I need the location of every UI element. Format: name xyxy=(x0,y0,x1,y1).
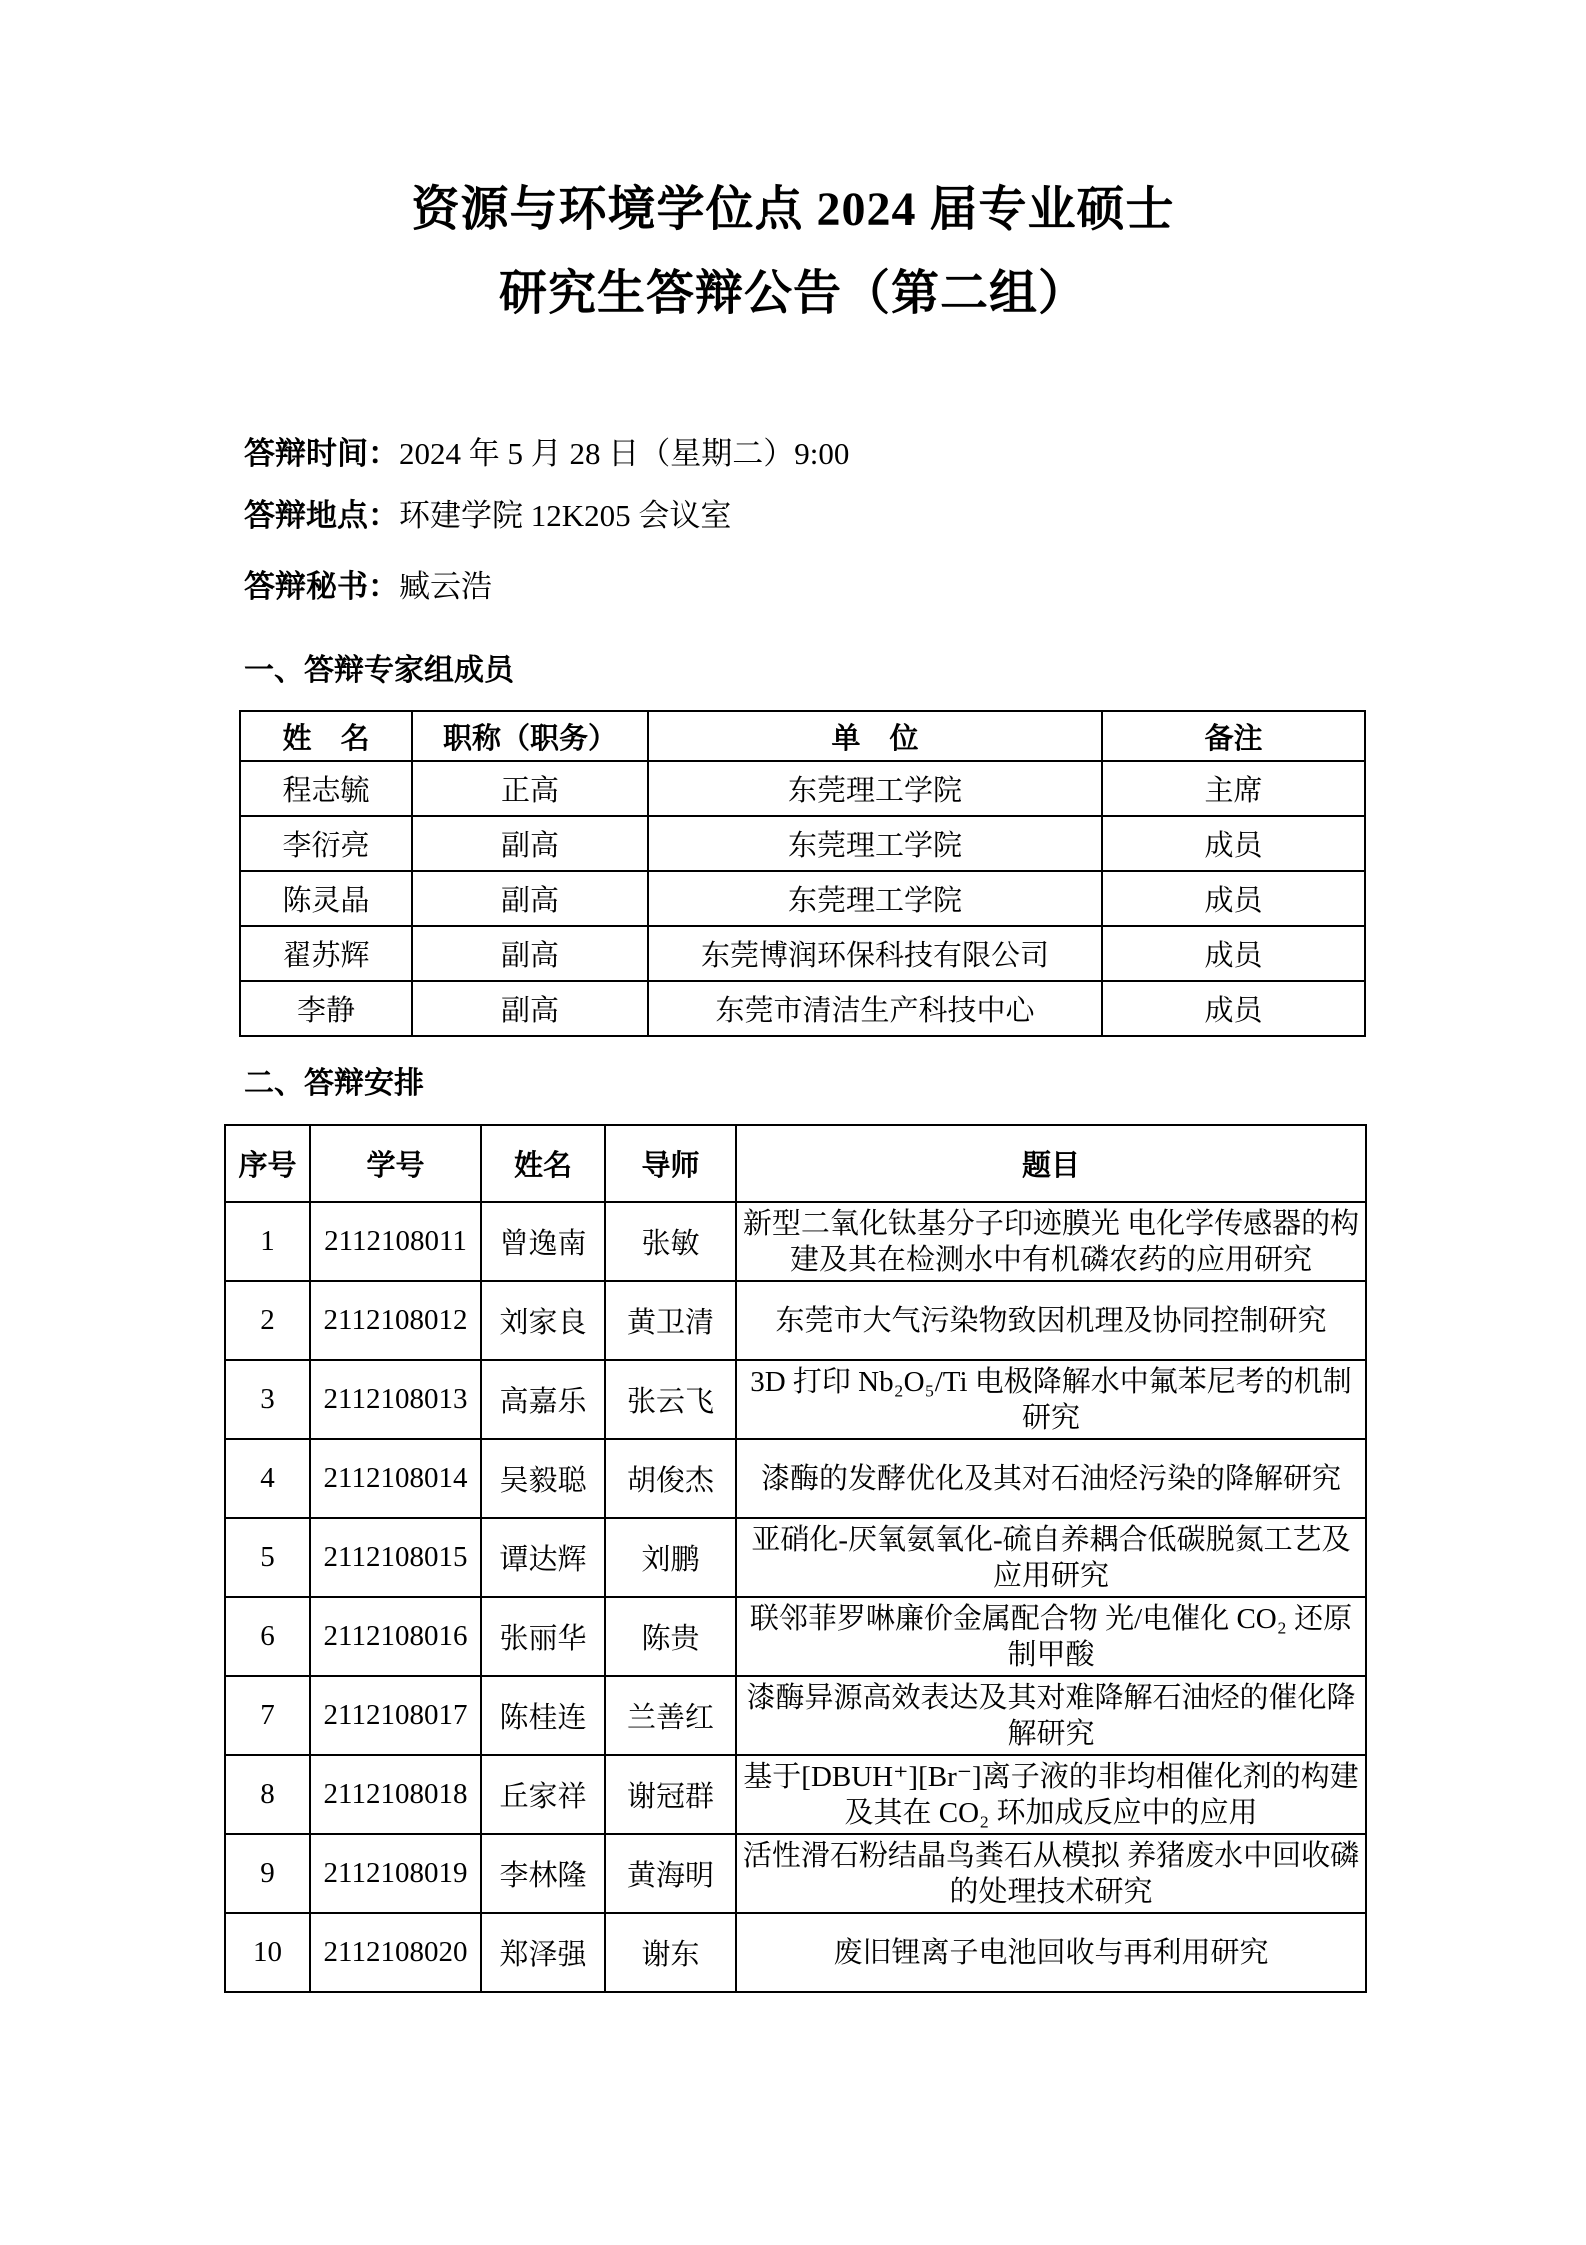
schedule-sid-cell: 2112108012 xyxy=(310,1281,481,1360)
expert-title-cell: 副高 xyxy=(412,816,648,871)
schedule-name-cell: 丘家祥 xyxy=(481,1755,605,1834)
document-title-line2: 研究生答辩公告（第二组） xyxy=(498,267,1087,320)
table-row xyxy=(225,1597,1366,1676)
defense-place-label: 答辩地点： xyxy=(244,498,399,533)
schedule-name-cell: 张丽华 xyxy=(481,1597,605,1676)
experts-col-title: 职称（职务） xyxy=(412,711,648,761)
schedule-no-cell: 3 xyxy=(225,1360,310,1439)
defense-secretary-line xyxy=(244,567,1586,607)
schedule-name-cell: 郑泽强 xyxy=(481,1913,605,1992)
expert-note-cell: 成员 xyxy=(1102,871,1365,926)
expert-org-cell: 东莞理工学院 xyxy=(648,761,1102,816)
schedule-table xyxy=(224,1124,1367,1993)
document-title xyxy=(0,0,1586,336)
schedule-section-heading: 二、答辩安排 xyxy=(244,1067,424,1100)
schedule-col-advisor: 导师 xyxy=(605,1125,736,1202)
table-row xyxy=(225,1281,1366,1360)
schedule-advisor-cell: 张敏 xyxy=(605,1202,736,1281)
table-row xyxy=(225,1755,1366,1834)
schedule-sid-cell: 2112108018 xyxy=(310,1755,481,1834)
schedule-sid-cell: 2112108017 xyxy=(310,1676,481,1755)
schedule-sid-cell: 2112108013 xyxy=(310,1360,481,1439)
schedule-advisor-cell: 胡俊杰 xyxy=(605,1439,736,1518)
schedule-no-cell: 5 xyxy=(225,1518,310,1597)
schedule-sid-cell: 2112108014 xyxy=(310,1439,481,1518)
schedule-sid-cell: 2112108016 xyxy=(310,1597,481,1676)
experts-section-heading: 一、答辩专家组成员 xyxy=(244,654,514,687)
schedule-topic-cell: 新型二氧化钛基分子印迹膜光 电化学传感器的构建及其在检测水中有机磷农药的应用研究 xyxy=(736,1202,1366,1281)
expert-name-cell: 李衍亮 xyxy=(240,816,412,871)
defense-info-block xyxy=(244,434,1586,607)
table-row xyxy=(240,981,1365,1036)
schedule-col-name: 姓名 xyxy=(481,1125,605,1202)
expert-name-cell: 李静 xyxy=(240,981,412,1036)
schedule-no-cell: 2 xyxy=(225,1281,310,1360)
schedule-advisor-cell: 刘鹏 xyxy=(605,1518,736,1597)
table-row xyxy=(225,1913,1366,1992)
schedule-name-cell: 李林隆 xyxy=(481,1834,605,1913)
expert-org-cell: 东莞市清洁生产科技中心 xyxy=(648,981,1102,1036)
expert-name-cell: 翟苏辉 xyxy=(240,926,412,981)
schedule-no-cell: 1 xyxy=(225,1202,310,1281)
expert-title-cell: 副高 xyxy=(412,871,648,926)
schedule-advisor-cell: 兰善红 xyxy=(605,1676,736,1755)
defense-place-line xyxy=(244,496,1586,536)
schedule-advisor-cell: 陈贵 xyxy=(605,1597,736,1676)
schedule-name-cell: 吴毅聪 xyxy=(481,1439,605,1518)
schedule-col-sid: 学号 xyxy=(310,1125,481,1202)
expert-org-cell: 东莞理工学院 xyxy=(648,816,1102,871)
schedule-header-row xyxy=(225,1125,1366,1202)
schedule-no-cell: 8 xyxy=(225,1755,310,1834)
experts-col-note: 备注 xyxy=(1102,711,1365,761)
schedule-sid-cell: 2112108019 xyxy=(310,1834,481,1913)
schedule-name-cell: 曾逸南 xyxy=(481,1202,605,1281)
table-row xyxy=(240,926,1365,981)
schedule-col-no: 序号 xyxy=(225,1125,310,1202)
defense-secretary-value: 臧云浩 xyxy=(399,569,492,604)
document-title-line1: 资源与环境学位点 2024 届专业硕士 xyxy=(411,183,1175,236)
schedule-topic-cell: 基于[DBUH⁺][Br⁻]离子液的非均相催化剂的构建及其在 CO₂ 环加成反应中的应用 xyxy=(736,1755,1366,1834)
expert-org-cell: 东莞博润环保科技有限公司 xyxy=(648,926,1102,981)
schedule-sid-cell: 2112108011 xyxy=(310,1202,481,1281)
table-row xyxy=(240,871,1365,926)
schedule-topic-cell: 废旧锂离子电池回收与再利用研究 xyxy=(736,1913,1366,1992)
schedule-name-cell: 刘家良 xyxy=(481,1281,605,1360)
expert-note-cell: 成员 xyxy=(1102,981,1365,1036)
schedule-no-cell: 9 xyxy=(225,1834,310,1913)
schedule-topic-cell: 漆酶的发酵优化及其对石油烃污染的降解研究 xyxy=(736,1439,1366,1518)
defense-secretary-label: 答辩秘书： xyxy=(244,569,399,604)
schedule-topic-cell: 3D 打印 Nb₂O₅/Ti 电极降解水中氟苯尼考的机制研究 xyxy=(736,1360,1366,1439)
schedule-advisor-cell: 谢冠群 xyxy=(605,1755,736,1834)
schedule-no-cell: 10 xyxy=(225,1913,310,1992)
schedule-topic-cell: 漆酶异源高效表达及其对难降解石油烃的催化降解研究 xyxy=(736,1676,1366,1755)
expert-note-cell: 主席 xyxy=(1102,761,1365,816)
table-row xyxy=(225,1676,1366,1755)
expert-title-cell: 正高 xyxy=(412,761,648,816)
schedule-no-cell: 7 xyxy=(225,1676,310,1755)
table-row xyxy=(225,1518,1366,1597)
schedule-col-topic: 题目 xyxy=(736,1125,1366,1202)
expert-note-cell: 成员 xyxy=(1102,926,1365,981)
table-row xyxy=(240,816,1365,871)
schedule-name-cell: 谭达辉 xyxy=(481,1518,605,1597)
schedule-advisor-cell: 谢东 xyxy=(605,1913,736,1992)
schedule-advisor-cell: 张云飞 xyxy=(605,1360,736,1439)
schedule-topic-cell: 东莞市大气污染物致因机理及协同控制研究 xyxy=(736,1281,1366,1360)
schedule-topic-cell: 亚硝化-厌氧氨氧化-硫自养耦合低碳脱氮工艺及应用研究 xyxy=(736,1518,1366,1597)
schedule-advisor-cell: 黄海明 xyxy=(605,1834,736,1913)
defense-time-line xyxy=(244,434,1586,474)
defense-time-label: 答辩时间： xyxy=(244,436,399,471)
expert-title-cell: 副高 xyxy=(412,981,648,1036)
schedule-name-cell: 陈桂连 xyxy=(481,1676,605,1755)
schedule-sid-cell: 2112108015 xyxy=(310,1518,481,1597)
defense-place-value: 环建学院 12K205 会议室 xyxy=(399,498,732,533)
table-row xyxy=(225,1834,1366,1913)
schedule-name-cell: 高嘉乐 xyxy=(481,1360,605,1439)
expert-org-cell: 东莞理工学院 xyxy=(648,871,1102,926)
expert-name-cell: 陈灵晶 xyxy=(240,871,412,926)
experts-table xyxy=(239,710,1366,1037)
defense-time-value: 2024 年 5 月 28 日（星期二）9:00 xyxy=(399,436,850,471)
experts-col-name: 姓 名 xyxy=(240,711,412,761)
experts-header-row xyxy=(240,711,1365,761)
schedule-sid-cell: 2112108020 xyxy=(310,1913,481,1992)
expert-title-cell: 副高 xyxy=(412,926,648,981)
schedule-topic-cell: 活性滑石粉结晶鸟粪石从模拟 养猪废水中回收磷的处理技术研究 xyxy=(736,1834,1366,1913)
expert-note-cell: 成员 xyxy=(1102,816,1365,871)
table-row xyxy=(225,1439,1366,1518)
table-row xyxy=(240,761,1365,816)
expert-name-cell: 程志毓 xyxy=(240,761,412,816)
schedule-topic-cell: 联邻菲罗啉廉价金属配合物 光/电催化 CO₂ 还原制甲酸 xyxy=(736,1597,1366,1676)
table-row xyxy=(225,1202,1366,1281)
schedule-no-cell: 4 xyxy=(225,1439,310,1518)
schedule-advisor-cell: 黄卫清 xyxy=(605,1281,736,1360)
schedule-no-cell: 6 xyxy=(225,1597,310,1676)
table-row xyxy=(225,1360,1366,1439)
experts-col-org: 单 位 xyxy=(648,711,1102,761)
